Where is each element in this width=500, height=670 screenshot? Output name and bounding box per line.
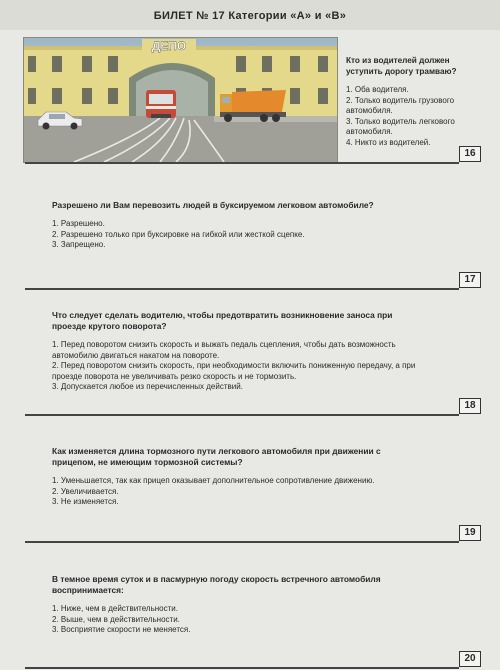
question-18-text: Что следует сделать водителю, чтобы предотвратить возникновение заноса при проезде крутого поворота? — [52, 310, 393, 331]
question-16 — [346, 55, 486, 148]
question-18-options — [52, 340, 422, 393]
answer-option[interactable]: 2. Разрешено только при буксировке на гибкой или жесткой сцепке. — [52, 229, 305, 239]
question-17-text: Разрешено ли Вам перевозить людей в буксируемом легковом автомобиле? — [52, 200, 374, 210]
question-19 — [52, 446, 412, 508]
answer-option[interactable]: 3. Запрещено. — [52, 240, 106, 249]
ticket-header — [0, 0, 500, 30]
question-20-options — [52, 604, 412, 636]
answer-option[interactable]: 2. Выше, чем в действительности. — [52, 614, 180, 624]
question-18 — [52, 310, 422, 393]
question-17 — [52, 200, 452, 251]
divider — [25, 541, 459, 543]
question-19-text: Как изменяется длина тормозного пути легкового автомобиля при движении с прицепом, не имеющим тормозной системы? — [52, 446, 381, 467]
tram — [146, 90, 176, 118]
question-number-16: 16 — [459, 146, 481, 162]
answer-option[interactable]: 3. Не изменяется. — [52, 497, 119, 506]
question-number-17: 17 — [459, 272, 481, 288]
question-20-text: В темное время суток и в пасмурную погоду скорость встречного автомобиля воспринимается: — [52, 574, 381, 595]
answer-option[interactable]: 1. Оба водителя. — [346, 85, 409, 94]
ticket-title: БИЛЕТ № 17 Категории «А» и «В» — [153, 10, 347, 22]
divider — [25, 288, 459, 290]
question-16-options — [346, 85, 486, 148]
question-number-18: 18 — [459, 398, 481, 414]
question-20 — [52, 574, 412, 636]
answer-option[interactable]: 4. Никто из водителей. — [346, 137, 431, 147]
question-19-options — [52, 476, 412, 508]
answer-option[interactable]: 2. Увеличивается. — [52, 486, 119, 496]
divider — [25, 162, 459, 164]
answer-option[interactable]: 3. Допускается любое из перечисленных действий. — [52, 382, 243, 391]
divider — [25, 414, 459, 416]
depot-scene — [24, 38, 337, 162]
question-16-illustration — [23, 37, 338, 163]
answer-option[interactable]: 1. Ниже, чем в действительности. — [52, 604, 178, 613]
answer-option[interactable]: 1. Уменьшается, так как прицеп оказывает дополнительное сопротивление движению. — [52, 476, 375, 485]
question-17-options — [52, 219, 452, 251]
question-16-text: Кто из водителей должен уступить дорогу трамваю? — [346, 56, 457, 76]
answer-option[interactable]: 1. Перед поворотом снизить скорость и выжать педаль сцепления, чтобы дать возможность автомобилю двигаться накатом на повороте. — [52, 340, 396, 360]
divider — [25, 667, 459, 669]
answer-option[interactable]: 3. Только водитель легкового автомобиля. — [346, 116, 455, 136]
answer-option[interactable]: 2. Перед поворотом снизить скорость, при необходимости включить пониженную передачу, а при проезде поворота не увеличивать резко скорость и не тормозить. — [52, 361, 416, 381]
answer-option[interactable]: 1. Разрешено. — [52, 219, 105, 228]
depot-sign: ДЕПО — [151, 39, 187, 53]
question-number-19: 19 — [459, 525, 481, 541]
question-number-20: 20 — [459, 651, 481, 667]
answer-option[interactable]: 2. Только водитель грузового автомобиля. — [346, 95, 455, 115]
answer-option[interactable]: 3. Восприятие скорости не меняется. — [52, 625, 191, 634]
